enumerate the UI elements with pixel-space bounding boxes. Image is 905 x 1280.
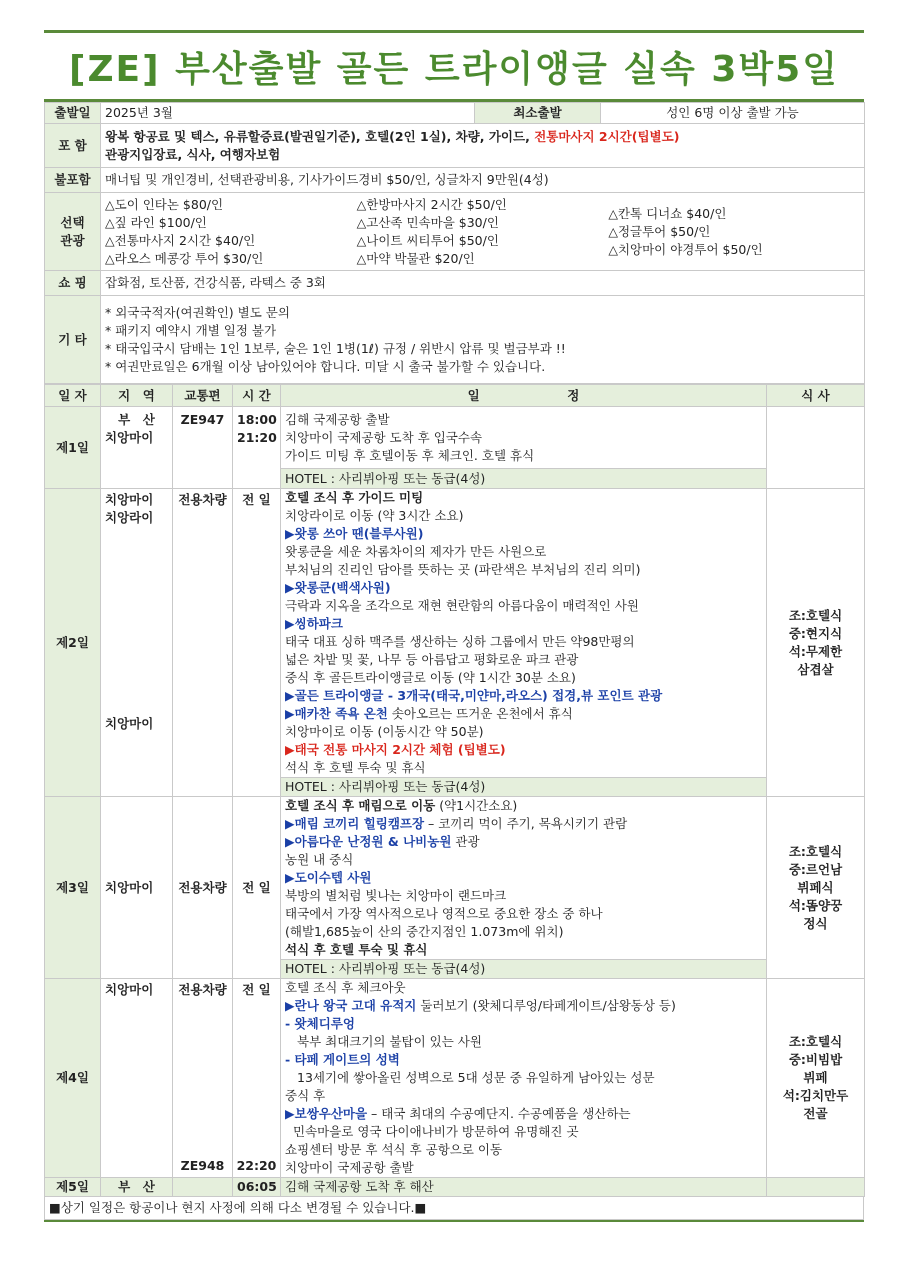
optional-item: △마약 박물관 $20/인 xyxy=(356,250,475,266)
min-departure-label: 최소출발 xyxy=(475,103,601,124)
itinerary-line: 가이드 미팅 후 호텔이동 후 체크인. 호텔 휴식 xyxy=(285,448,535,463)
itinerary-line: 김해 국제공항 출발 xyxy=(285,412,390,427)
region-text: 치앙라이 xyxy=(105,510,154,525)
optional-item: △라오스 메콩강 투어 $30/인 xyxy=(105,250,264,266)
itinerary-line: 치앙마이로 이동 (이동시간 약 50분) xyxy=(285,724,484,739)
include-red-text: 전통마사지 2시간(팁별도) xyxy=(534,128,680,144)
departure-label: 출발일 xyxy=(45,103,101,124)
meal-text: 뷔페식 xyxy=(797,879,834,895)
meal-text: 뷔페 xyxy=(803,1070,828,1085)
optional-item: △치앙마이 야경투어 $50/인 xyxy=(608,241,763,257)
etc-notes xyxy=(101,296,865,384)
day5-label: 제5일 xyxy=(45,1178,101,1197)
day4-region: 치앙마이 xyxy=(101,979,173,1178)
time-text: 22:20 xyxy=(236,1158,277,1173)
itinerary-text: – 코끼리 먹이 주기, 목욕시키기 관람 xyxy=(424,816,628,831)
day4-transport xyxy=(173,979,233,1178)
day4-itinerary xyxy=(281,979,767,1178)
day3-label: 제3일 xyxy=(45,797,101,979)
itinerary-text: 관광 xyxy=(451,834,480,849)
optional-label-1: 선택 xyxy=(60,214,85,230)
itinerary-highlight: ▶매림 코끼리 힐링캠프장 xyxy=(285,816,425,831)
header-meal: 식 사 xyxy=(767,385,865,407)
footer-note: ■상기 일정은 항공이나 현지 사정에 의해 다소 변경될 수 있습니다.■ xyxy=(44,1197,864,1220)
optional-label-2: 관광 xyxy=(60,232,85,248)
itinerary-line: 쇼핑센터 방문 후 석식 후 공항으로 이동 xyxy=(285,1142,503,1157)
day4-time xyxy=(233,979,281,1178)
meal-text: 전골 xyxy=(803,1106,828,1121)
optional-col-1 xyxy=(105,196,357,268)
shopping-label: 쇼 핑 xyxy=(45,271,101,296)
header-day: 일 자 xyxy=(45,385,101,407)
transport-text: ZE948 xyxy=(180,1158,225,1173)
exclude-text: 매너팁 및 개인경비, 선택관광비용, 기사가이드경비 $50/인, 싱글차지 9만원(4성) xyxy=(101,168,865,193)
day2-label: 제2일 xyxy=(45,489,101,797)
time-text: 18:00 xyxy=(237,412,277,427)
itinerary-line: 중식 후 xyxy=(285,1088,326,1103)
include-label: 포 함 xyxy=(45,124,101,168)
day2-meal xyxy=(767,489,865,797)
itinerary-highlight: ▶도이수텝 사원 xyxy=(285,870,372,885)
optional-item: △짚 라인 $100/인 xyxy=(105,214,207,230)
optional-tours xyxy=(101,193,865,271)
itinerary-text: 둘러보기 (왓체디루엉/타페게이트/삼왕동상 등) xyxy=(416,998,676,1013)
itinerary-line: 농원 내 중식 xyxy=(285,852,354,867)
optional-item: △칸톡 디너쇼 $40/인 xyxy=(608,205,727,221)
itinerary-line xyxy=(285,833,762,851)
min-departure-value: 성인 6명 이상 출발 가능 xyxy=(601,103,865,124)
optional-item: △나이트 씨티투어 $50/인 xyxy=(356,232,499,248)
itinerary-line: 태국 대표 싱하 맥주를 생산하는 싱하 그룹에서 만든 약98만평의 xyxy=(285,634,635,649)
meal-text: 조:호텔식 xyxy=(788,843,843,859)
itinerary-line xyxy=(285,1105,762,1123)
itinerary-line xyxy=(285,797,762,815)
day3-itinerary xyxy=(281,797,767,960)
itinerary-line: 호텔 조식 후 가이드 미팅 xyxy=(285,490,424,505)
day3-time: 전 일 xyxy=(233,797,281,979)
itinerary-highlight-red: ▶태국 전통 마사지 2시간 체험 (팁별도) xyxy=(285,742,506,757)
itinerary-line: 부처님의 진리인 담아를 뜻하는 곳 (파란색은 부처님의 진리 의미) xyxy=(285,562,641,577)
itinerary-highlight: ▶왓롱 쓰아 땐(블루사원) xyxy=(285,526,424,541)
itinerary-text: – 태국 최대의 수공예단지. 수공예품을 생산하는 xyxy=(367,1106,631,1121)
optional-col-2 xyxy=(357,196,609,268)
itinerary-line: 13세기에 쌓아올린 성벽으로 5대 성문 중 유일하게 남아있는 성문 xyxy=(297,1070,655,1085)
meal-text: 조:호텔식 xyxy=(788,1034,843,1049)
etc-item: * 외국국적자(여권확인) 별도 문의 xyxy=(105,304,290,320)
etc-label: 기 타 xyxy=(45,296,101,384)
meal-text: 삼겹살 xyxy=(797,661,834,677)
optional-item: △도이 인타논 $80/인 xyxy=(105,196,224,212)
meal-text: 정식 xyxy=(803,915,828,931)
region-text: 치앙마이 xyxy=(105,716,154,731)
footer-rule xyxy=(44,1220,864,1222)
etc-item: * 태국입국시 담배는 1인 1보루, 술은 1인 1병(1ℓ) 규정 / 위반시 압류 및 벌금부과 !! xyxy=(105,340,566,356)
day3-transport: 전용차량 xyxy=(173,797,233,979)
etc-item: * 패키지 예약시 개별 일정 불가 xyxy=(105,322,277,338)
day4-label: 제4일 xyxy=(45,979,101,1178)
itinerary-highlight: ▶아름다운 난정원 & 나비농원 xyxy=(285,834,452,849)
page-title: [ZE] 부산출발 골든 트라이앵글 실속 3박5일 xyxy=(68,48,839,90)
itinerary-text: 호텔 조식 후 매림으로 이동 xyxy=(285,798,436,813)
day1-meal xyxy=(767,407,865,489)
day2-transport: 전용차량 xyxy=(173,489,233,797)
itinerary-line: 왓롱쿤을 세운 차롬차이의 제자가 만든 사원으로 xyxy=(285,544,547,559)
day5-itinerary: 김해 국제공항 도착 후 해산 xyxy=(281,1178,767,1197)
itinerary-highlight: ▶골든 트라이앵글 - 3개국(태국,미얀마,라오스) 접경,뷰 포인트 관광 xyxy=(285,688,663,703)
day1-label: 제1일 xyxy=(45,407,101,489)
itinerary-line: 중식 후 골든트라이앵글로 이동 (약 1시간 30분 소요) xyxy=(285,670,576,685)
itinerary-line: 치앙마이 국제공항 출발 xyxy=(285,1160,414,1175)
itinerary-line xyxy=(285,997,762,1015)
optional-item: △전통마사지 2시간 $40/인 xyxy=(105,232,256,248)
itinerary-line: 넓은 차밭 및 꽃, 나무 등 아름답고 평화로운 파크 관광 xyxy=(285,652,579,667)
meal-text: 조:호텔식 xyxy=(788,607,843,623)
day2-time: 전 일 xyxy=(233,489,281,797)
optional-item: △고산족 민속마을 $30/인 xyxy=(356,214,499,230)
header-region: 지 역 xyxy=(101,385,173,407)
day5-region: 부 산 xyxy=(101,1178,173,1197)
meal-text: 중:르언남 xyxy=(788,861,843,877)
day5-meal xyxy=(767,1178,865,1197)
region-text: 부 산 xyxy=(118,412,155,427)
day3-meal xyxy=(767,797,865,979)
itinerary-line xyxy=(285,705,762,723)
shopping-text: 잡화점, 토산품, 건강식품, 라텍스 중 3회 xyxy=(101,271,865,296)
itinerary-line xyxy=(285,815,762,833)
itinerary-highlight: ▶보쌍우산마을 xyxy=(285,1106,368,1121)
itinerary-line: 북방의 별처럼 빛나는 치앙마이 랜드마크 xyxy=(285,888,507,903)
day3-hotel: HOTEL : 사리뷔아핑 또는 동급(4성) xyxy=(281,960,767,979)
itinerary-sheet xyxy=(44,30,864,1222)
departure-value: 2025년 3월 xyxy=(101,103,475,124)
meal-text: 석:김치만두 xyxy=(782,1088,849,1103)
itinerary-highlight: ▶씽하파크 xyxy=(285,616,343,631)
include-cell xyxy=(101,124,865,168)
day1-times xyxy=(233,407,281,489)
time-text: 전 일 xyxy=(242,982,271,997)
optional-col-3 xyxy=(608,196,860,268)
day5-transport xyxy=(173,1178,233,1197)
day1-hotel: HOTEL : 사리뷔아핑 또는 동급(4성) xyxy=(281,469,767,489)
itinerary-line: 민속마을로 영국 다이애나비가 방문하여 유명해진 곳 xyxy=(293,1124,579,1139)
optional-label xyxy=(45,193,101,271)
time-text: 21:20 xyxy=(237,430,277,445)
info-table xyxy=(44,102,865,384)
header-time: 시 간 xyxy=(233,385,281,407)
schedule-table xyxy=(44,384,865,1197)
meal-text: 석:무제한 xyxy=(788,643,843,659)
meal-text: 중:현지식 xyxy=(788,625,843,641)
itinerary-line: 북부 최대크기의 불탑이 있는 사원 xyxy=(297,1034,482,1049)
optional-item: △정글투어 $50/인 xyxy=(608,223,711,239)
itinerary-line: 호텔 조식 후 체크아웃 xyxy=(285,980,406,995)
itinerary-highlight: ▶란나 왕국 고대 유적지 xyxy=(285,998,417,1013)
itinerary-line: (해발1,685높이 산의 중간지점인 1.073m에 위치) xyxy=(285,924,564,939)
include-text: 왕복 항공료 및 텍스, 유류할증료(발권일기준), 호텔(2인 1실), 차량, 가이드, xyxy=(105,128,535,144)
itinerary-text: (약1시간소요) xyxy=(435,798,518,813)
meal-text: 중:비빔밥 xyxy=(788,1052,843,1067)
itinerary-line: 치앙마이 국제공항 도착 후 입국수속 xyxy=(285,430,483,445)
exclude-label: 불포함 xyxy=(45,168,101,193)
itinerary-highlight: ▶매카찬 족욕 온천 xyxy=(285,706,388,721)
header-itinerary: 일 정 xyxy=(281,385,767,407)
include-text-2: 관광지입장료, 식사, 여행자보험 xyxy=(105,146,281,162)
itinerary-line: 태국에서 가장 역사적으로나 영적으로 중요한 장소 중 하나 xyxy=(285,906,603,921)
itinerary-text: 솟아오르는 뜨거운 온천에서 휴식 xyxy=(387,706,573,721)
day3-region: 치앙마이 xyxy=(101,797,173,979)
region-text: 치앙마이 xyxy=(105,492,154,507)
day2-region xyxy=(101,489,173,797)
meal-text: 석:똠양꿍 xyxy=(788,897,843,913)
day2-itinerary xyxy=(281,489,767,778)
day1-transport: ZE947 xyxy=(173,407,233,489)
etc-item: * 여권만료일은 6개월 이상 남아있어야 합니다. 미달 시 출국 불가할 수 있습니다. xyxy=(105,358,546,374)
header-transport: 교통편 xyxy=(173,385,233,407)
optional-item: △한방마사지 2시간 $50/인 xyxy=(356,196,507,212)
itinerary-line: 극락과 지옥을 조각으로 재현 현란함의 아름다움이 매력적인 사원 xyxy=(285,598,639,613)
day5-time: 06:05 xyxy=(233,1178,281,1197)
itinerary-highlight: ▶왓롱쿤(백색사원) xyxy=(285,580,391,595)
itinerary-highlight: - 왓체디루엉 xyxy=(285,1016,355,1031)
day2-hotel: HOTEL : 사리뷔아핑 또는 동급(4성) xyxy=(281,778,767,797)
day4-meal xyxy=(767,979,865,1178)
itinerary-line: 치앙라이로 이동 (약 3시간 소요) xyxy=(285,508,464,523)
day1-itinerary xyxy=(281,407,767,469)
day1-region xyxy=(101,407,173,489)
region-text: 치앙마이 xyxy=(105,430,154,445)
transport-text: 전용차량 xyxy=(178,982,227,997)
itinerary-highlight: - 타페 게이트의 성벽 xyxy=(285,1052,400,1067)
itinerary-line: 석식 후 호텔 투숙 및 휴식 xyxy=(285,760,426,775)
itinerary-line: 석식 후 호텔 투숙 및 휴식 xyxy=(285,942,428,957)
